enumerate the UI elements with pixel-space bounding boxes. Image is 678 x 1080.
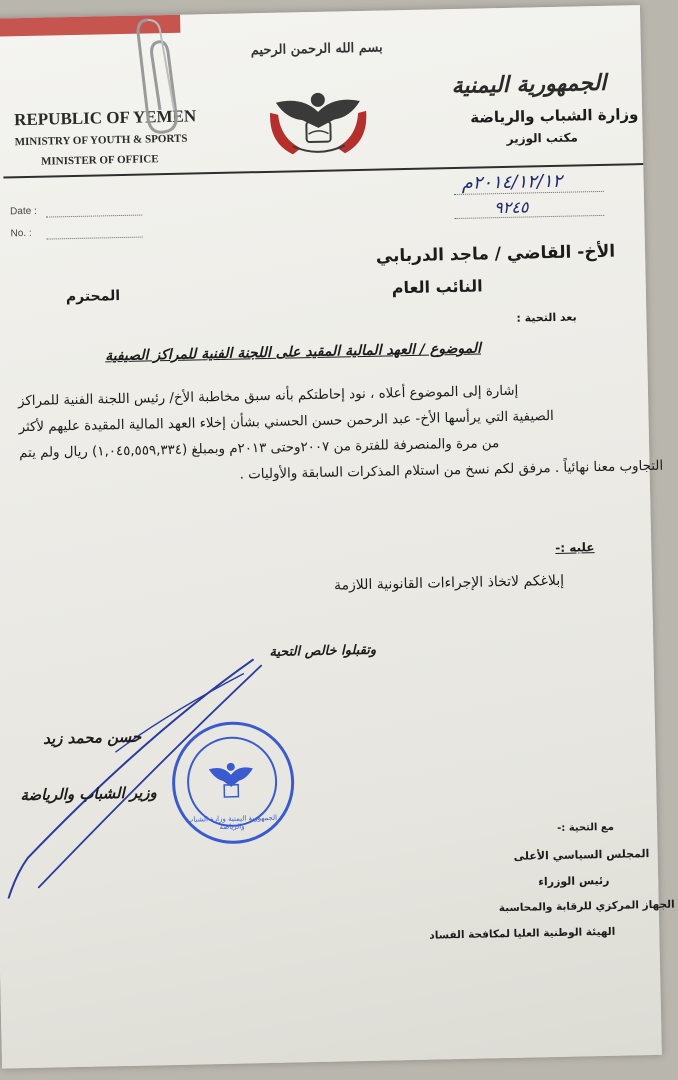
closing: وتقبلوا خالص التحية	[269, 642, 377, 660]
en-office: MINISTER OF OFFICE	[40, 153, 159, 168]
ar-republic: الجمهورية اليمنية	[451, 69, 607, 100]
cc-item: الهيئة الوطنية العليا لمكافحة الفساد	[429, 925, 616, 942]
body-line: التجاوب معنا نهائياً . مرفق لكم نسخ من استلام المذكرات السابقة والأوليات .	[239, 458, 664, 483]
recipient-title: النائب العام	[391, 276, 483, 298]
ar-ministry: وزارة الشباب والرياضة	[470, 105, 639, 127]
no-label: No. :	[10, 227, 32, 240]
body-line: من مرة والمنصرفة للفترة من ٢٠٠٧وحتى ٢٠١٣م وبمبلغ (١,٠٤٥,٥٥٩,٣٣٤) ريال ولم يتم	[19, 436, 500, 462]
recipient: الأخ- القاضي / ماجد الدربابي	[375, 241, 616, 267]
en-republic: REPUBLIC OF YEMEN	[13, 106, 197, 130]
stamp-text: الجمهورية اليمنية وزارة الشباب والرياضة	[186, 813, 278, 832]
date-label: Date :	[10, 205, 37, 218]
document-page	[0, 5, 675, 1069]
en-ministry: MINISTRY OF YOUTH & SPORTS	[14, 132, 188, 149]
request-label: عليه :-	[555, 540, 595, 555]
respected: المحترم	[65, 288, 121, 306]
basmala: بسم الله الرحمن الرحيم	[250, 40, 383, 59]
paper-clip-icon	[134, 14, 190, 138]
yemen-eagle-emblem-icon	[261, 81, 375, 163]
cc-item: المجلس السياسي الأعلى	[513, 847, 650, 863]
signer-title: وزير الشباب والرياضة	[20, 783, 158, 805]
official-stamp-icon	[171, 721, 296, 846]
request-text: إبلاغكم لاتخاذ الإجراءات القانونية اللازمة	[333, 572, 565, 594]
body-line: الصيفية التي يرأسها الأخ- عبد الرحمن حسن الحسني بشأن إخلاء العهد المالية المقيدة عليهم لأكثر	[18, 408, 554, 436]
body-line: إشارة إلى الموضوع أعلاه ، نود إحاطتكم بأنه سبق مخاطبة الأخ/ رئيس اللجنة الفنية للمراكز	[17, 383, 519, 410]
cc-label: مع التحية :-	[557, 821, 615, 835]
greeting: بعد التحية :	[516, 310, 577, 325]
signer-name: حسن محمد زيد	[42, 727, 142, 748]
subject: الموضوع / العهد المالية المقيد على اللجنة الفنية للمراكز الصيفية	[104, 340, 482, 365]
cc-item: الجهاز المركزي للرقابة والمحاسبة	[498, 898, 675, 915]
handwritten-date: ٢٠١٤/١٢/١٢م	[461, 170, 563, 194]
cc-item: رئيس الوزراء	[538, 873, 610, 889]
handwritten-number: ٩٢٤٥	[493, 197, 529, 218]
ar-office: مكتب الوزير	[506, 130, 579, 146]
